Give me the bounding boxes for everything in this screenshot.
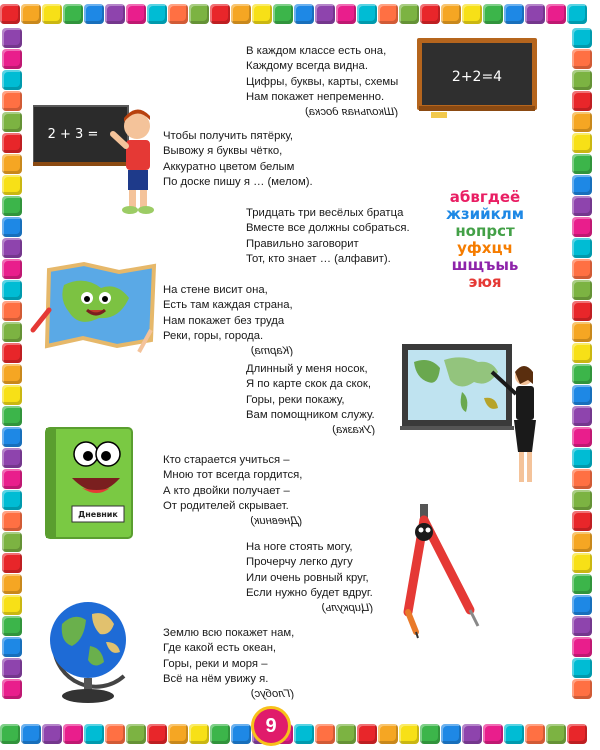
border-cube: [168, 4, 188, 24]
border-cube: [572, 595, 592, 615]
alphabet-row: абвгдеё: [449, 188, 521, 206]
riddle-line: На стене висит она,: [163, 284, 268, 296]
riddle-line: Чтобы получить пятёрку,: [163, 130, 294, 142]
riddle-map: [163, 283, 293, 359]
border-cube: [572, 364, 592, 384]
riddle-line: Всё на нём увижу я.: [163, 672, 269, 685]
border-cube: [2, 553, 22, 573]
alphabet-letters-illustration: [425, 189, 545, 299]
border-cube: [504, 724, 524, 744]
border-cube: [336, 724, 356, 744]
teacher-with-map-illustration: [400, 342, 542, 492]
riddle-answer-text: (Школьная доска): [305, 106, 399, 119]
riddle-line: Землю всю покажет нам,: [163, 627, 295, 639]
riddle-line: Тридцать три весёлых братца: [246, 207, 404, 219]
border-cube: [399, 4, 419, 24]
border-cube: [2, 217, 22, 237]
border-cube: [294, 4, 314, 24]
border-cube: [2, 490, 22, 510]
border-cube: [2, 301, 22, 321]
border-cube: [483, 724, 503, 744]
border-cube: [572, 154, 592, 174]
border-cube: [572, 679, 592, 699]
riddle-line: Горы, реки покажу,: [246, 393, 345, 406]
board-equation: 2+2=4: [451, 69, 503, 85]
page-number-badge: [251, 706, 291, 746]
border-cube: [567, 724, 587, 744]
riddle-line: Или очень ровный круг,: [246, 571, 369, 584]
border-cube: [294, 724, 314, 744]
riddle-line: Реки, горы, города.: [163, 329, 264, 342]
border-cube: [231, 4, 251, 24]
border-cube: [572, 49, 592, 69]
border-cube: [399, 724, 419, 744]
border-cube: [2, 427, 22, 447]
left-border: [2, 28, 24, 718]
border-cube: [572, 28, 592, 48]
riddle-line: Кто старается учиться –: [163, 454, 290, 466]
border-cube: [572, 427, 592, 447]
border-cube: [572, 532, 592, 552]
riddle-line: Горы, реки и моря –: [163, 657, 268, 670]
border-cube: [420, 724, 440, 744]
map-character-illustration: [29, 260, 159, 356]
right-border: [572, 28, 594, 718]
border-cube: [2, 448, 22, 468]
border-cube: [572, 616, 592, 636]
border-cube: [572, 112, 592, 132]
border-cube: [2, 637, 22, 657]
border-cube: [441, 724, 461, 744]
border-cube: [0, 4, 20, 24]
riddle-line: Аккуратно цветом белым: [163, 160, 295, 173]
riddle-blackboard: [246, 44, 398, 120]
alphabet-row: эюя: [468, 273, 502, 291]
riddle-line: Цифры, буквы, карты, схемы: [246, 75, 399, 88]
riddle-line: На ноге стоять могу,: [246, 541, 353, 553]
riddle-line: Вам помощником служу.: [246, 408, 375, 421]
riddle-line: В каждом классе есть она,: [246, 45, 387, 57]
border-cube: [315, 724, 335, 744]
border-cube: [567, 4, 587, 24]
riddle-line: А кто двойки получает –: [163, 484, 290, 497]
riddle-line: От родителей скрывает.: [163, 499, 289, 512]
border-cube: [2, 154, 22, 174]
border-cube: [168, 724, 188, 744]
riddle-answer: [251, 514, 303, 529]
riddle-pointer: [246, 362, 375, 438]
alphabet-row: нопрст: [455, 222, 515, 240]
border-cube: [2, 406, 22, 426]
riddle-line: Длинный у меня носок,: [246, 363, 368, 375]
border-cube: [2, 343, 22, 363]
border-cube: [572, 196, 592, 216]
border-cube: [572, 385, 592, 405]
border-cube: [147, 724, 167, 744]
border-cube: [2, 70, 22, 90]
border-cube: [2, 511, 22, 531]
border-cube: [420, 4, 440, 24]
globe-illustration: [40, 590, 136, 706]
border-cube: [572, 133, 592, 153]
border-cube: [126, 724, 146, 744]
riddle-line: Есть там каждая страна,: [163, 299, 293, 312]
border-cube: [105, 4, 125, 24]
border-cube: [2, 616, 22, 636]
border-cube: [2, 259, 22, 279]
border-cube: [189, 724, 209, 744]
border-cube: [2, 28, 22, 48]
riddle-answer: [332, 423, 375, 438]
border-cube: [572, 175, 592, 195]
alphabet-row: уфхцч: [457, 239, 513, 257]
border-cube: [2, 238, 22, 258]
border-cube: [21, 724, 41, 744]
border-cube: [572, 70, 592, 90]
riddle-line: Нам покажет без труда: [163, 314, 285, 327]
riddle-line: Тот, кто знает … (алфавит).: [246, 252, 391, 265]
border-cube: [336, 4, 356, 24]
chalkboard-illustration: [417, 38, 537, 120]
riddle-line: Вывожу я буквы чётко,: [163, 145, 283, 158]
border-cube: [572, 637, 592, 657]
compass-tool-illustration: [398, 502, 498, 642]
border-cube: [572, 574, 592, 594]
border-cube: [210, 4, 230, 24]
border-cube: [504, 4, 524, 24]
riddle-answer-text: (Дневник): [250, 515, 303, 528]
border-cube: [2, 91, 22, 111]
border-cube: [126, 4, 146, 24]
alphabet-row: шщъыь: [451, 256, 519, 274]
border-cube: [572, 259, 592, 279]
border-cube: [441, 4, 461, 24]
border-cube: [2, 280, 22, 300]
top-border: [0, 4, 600, 26]
border-cube: [525, 4, 545, 24]
page-number: 9: [265, 714, 277, 737]
riddle-line: По доске пишу я … (мелом).: [163, 175, 313, 188]
riddle-alphabet: [246, 206, 410, 267]
border-cube: [147, 4, 167, 24]
riddle-answer-text: (Глобус): [251, 688, 295, 701]
riddle-line: Нам покажет непременно.: [246, 90, 385, 103]
border-cube: [546, 724, 566, 744]
riddle-globe: [163, 626, 294, 702]
bottom-border: [0, 724, 600, 746]
border-cube: [63, 4, 83, 24]
riddle-answer: [250, 344, 292, 359]
border-cube: [105, 724, 125, 744]
border-cube: [378, 724, 398, 744]
border-cube: [572, 448, 592, 468]
riddle-line: Каждому всегда видна.: [246, 60, 368, 73]
border-cube: [462, 4, 482, 24]
border-cube: [572, 553, 592, 573]
border-cube: [572, 490, 592, 510]
board-equation: 2 + 3 =: [47, 127, 99, 142]
border-cube: [21, 4, 41, 24]
riddle-answer: [251, 687, 294, 702]
riddle-line: Прочерчу легко дугу: [246, 556, 353, 569]
border-cube: [572, 91, 592, 111]
riddle-line: Я по карте скок да скок,: [246, 378, 371, 391]
border-cube: [84, 4, 104, 24]
border-cube: [2, 679, 22, 699]
riddle-compass: [246, 540, 373, 616]
border-cube: [572, 238, 592, 258]
riddle-line: Вместе все должны собраться.: [246, 222, 410, 235]
border-cube: [546, 4, 566, 24]
border-cube: [2, 574, 22, 594]
diary-label: Дневник: [78, 510, 118, 519]
border-cube: [2, 112, 22, 132]
border-cube: [63, 724, 83, 744]
riddle-answer-text: (Указка): [331, 424, 375, 437]
border-cube: [378, 4, 398, 24]
border-cube: [357, 724, 377, 744]
diary-character-illustration: [42, 424, 138, 542]
border-cube: [189, 4, 209, 24]
border-cube: [84, 724, 104, 744]
border-cube: [2, 364, 22, 384]
border-cube: [483, 4, 503, 24]
border-cube: [2, 385, 22, 405]
border-cube: [0, 724, 20, 744]
border-cube: [572, 280, 592, 300]
riddle-chalk: [163, 129, 313, 190]
riddle-answer-text: (Циркуль): [321, 602, 373, 615]
border-cube: [273, 4, 293, 24]
riddle-diary: [163, 453, 302, 529]
border-cube: [252, 4, 272, 24]
riddle-answer-text: (Карта): [250, 345, 293, 358]
border-cube: [231, 724, 251, 744]
riddle-line: Правильно заговорит: [246, 237, 359, 250]
border-cube: [2, 658, 22, 678]
border-cube: [572, 217, 592, 237]
border-cube: [572, 322, 592, 342]
border-cube: [572, 658, 592, 678]
border-cube: [357, 4, 377, 24]
border-cube: [572, 406, 592, 426]
border-cube: [2, 133, 22, 153]
border-cube: [2, 595, 22, 615]
border-cube: [2, 469, 22, 489]
border-cube: [525, 724, 545, 744]
border-cube: [2, 322, 22, 342]
border-cube: [2, 49, 22, 69]
riddle-answer: [305, 105, 398, 120]
border-cube: [2, 196, 22, 216]
riddle-line: Где какой есть океан,: [163, 642, 277, 655]
riddle-answer: [321, 601, 372, 616]
border-cube: [572, 511, 592, 531]
riddle-line: Мною тот всегда гордится,: [163, 469, 303, 482]
border-cube: [42, 4, 62, 24]
border-cube: [210, 724, 230, 744]
border-cube: [2, 175, 22, 195]
border-cube: [572, 301, 592, 321]
border-cube: [572, 469, 592, 489]
border-cube: [2, 532, 22, 552]
boy-at-blackboard-illustration: [33, 104, 163, 220]
border-cube: [42, 724, 62, 744]
border-cube: [462, 724, 482, 744]
border-cube: [315, 4, 335, 24]
riddle-line: Если нужно будет вдруг.: [246, 586, 373, 599]
border-cube: [572, 343, 592, 363]
alphabet-row: жзийклм: [445, 205, 525, 223]
